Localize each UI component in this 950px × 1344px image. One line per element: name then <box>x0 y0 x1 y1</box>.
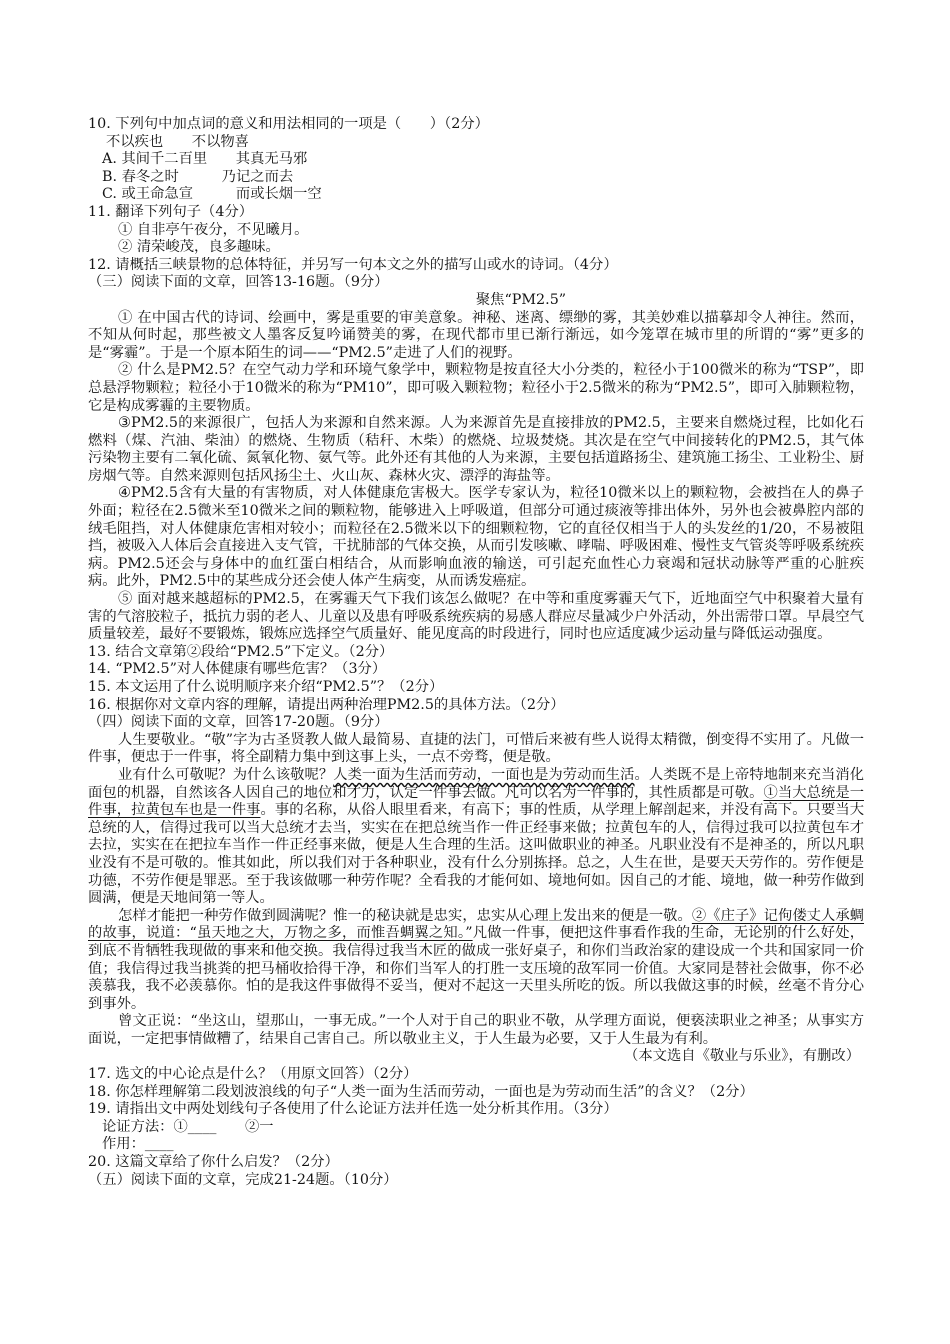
q14: 14. “PM2.5”对人体健康有哪些危害？（3分） <box>88 661 387 678</box>
q12: 12. 请概括三峡景物的总体特征，并另写一句本文之外的描写山或水的诗词。（4分） <box>88 256 618 273</box>
sec4-p3-part-b: 凡做一件事，便把这件事看作我的生命，无论别的什么好处，到底不肯牺牲我现做的事来和他交换。我信得过我当木匠的做成一张好桌子，和你们当政治家的建设成一个共和国家同一价值；我信得过我当挑粪的把马桶收拾得干净，和你们当军人的打胜一支压境的敌军同一价值。大家同是替社会做事，你不必羡慕我，我不必羡慕你。怕的是我这件事做得不妥当，便对不起这一天里头所吃的饭。所以我做这事的时候，丝毫不肯分心到事外。 <box>88 925 865 1012</box>
sec4-paragraph-3 <box>88 908 864 1014</box>
q15: 15. 本文运用了什么说明顺序来介绍“PM2.5”？（2分） <box>88 679 444 695</box>
q11-sentence-2: ② 清荣峻茂，良多趣味。 <box>118 239 280 256</box>
sec3-paragraph-5: ⑤ 面对越来越超标的PM2.5，在雾霾天气下我们该怎么做呢？在中等和重度雾霾天气下，近地面空气中积聚着大量有害的气溶胶粒子，抵抗力弱的老人、儿童以及患有呼吸系统疾病的易感人群应尽量减少户外活动，外出需带口罩。早晨空气质量较差，最好不要锻炼，锻炼应选择空气质量好、能见度高的时段进行，同时也应适度减少运动量与降低运动强度。 <box>88 591 864 643</box>
sec4-paragraph-4: 曾文正说：“坐这山，望那山，一事无成。”一个人对于自己的职业不敬，从学理方面说，便亵渎职业之神圣；从事实方面说，一定把事情做糟了，结果自己害自己。所以敬业主义，于人生最为必要，又于人生最为有利。 <box>88 1013 864 1047</box>
sec4-paragraph-2 <box>88 767 864 908</box>
sec4-p2-part-b: 。人类既不是上帝特地制来充当消化面包的机器，自然该各人因自己的地位和才力，认定一件事去做。凡可以名为一件事的，其性质都是可敬。 <box>88 766 865 801</box>
q10-option-c: C. 或王命急宣 而或长烟一空 <box>102 186 322 203</box>
q16: 16. 根据你对文章内容的理解，请提出两种治理PM2.5的具体方法。（2分） <box>88 696 565 713</box>
underlined-sentence-2: ②《庄子》记佝偻丈人承蜩的故事，说道：“虽天地之大，万物之多，而惟吾蜩翼之知。” <box>88 907 865 942</box>
sec4-source: （本文选自《敬业与乐业》，有删改） <box>624 1048 860 1065</box>
q10-line0: 不以疾也 不以物喜 <box>106 133 249 150</box>
q19-effect-blank: 作用：____ <box>102 1136 174 1153</box>
sec3-paragraph-4: ④PM2.5含有大量的有害物质，对人体健康危害极大。医学专家认为，粒径10微米以上的颗粒物，会被挡在人的鼻子外面；粒径在2.5微米至10微米之间的颗粒物，能够进入上呼吸道，但部分可通过痰液等排出体外，另外也会被鼻腔内部的绒毛阻挡，对人体健康危害相对较小；而粒径在2.5微米以下的细颗粒物，它的直径仅相当于人的头发丝的1/20，不易被阻挡，被吸入人体后会直接进入支气管，干扰肺部的气体交换，从而引发咳嗽、哮喘、呼吸困难、慢性支气管炎等呼吸系统疾病。PM2.5还会与身体中的血红蛋白相结合，从而影响血液的输送，可引起充血性心力衰竭和冠状动脉等严重的心脏疾病。此外，PM2.5中的某些成分还会使人体产生病变，从而诱发癌症。 <box>88 485 864 590</box>
q11-sentence-1: ① 自非亭午夜分，不见曦月。 <box>118 221 309 238</box>
sec3-title: 聚焦“PM2.5” <box>475 291 567 308</box>
q19: 19. 请指出文中两处划线句子各使用了什么论证方法并任选一处分析其作用。（3分） <box>88 1101 618 1118</box>
q18: 18. 你怎样理解第二段划波浪线的句子“人类一面为生活而劳动，一面也是为劳动而生活”的含义？（2分） <box>88 1083 754 1100</box>
wavy-underlined-sentence: 人类一面为生活而劳动，一面也是为劳动而生活 <box>333 766 635 783</box>
sec4-paragraph-1: 人生要敬业。“敬”字为古圣贤教人做人最简易、直捷的法门，可惜后来被有些人说得太精微，倒变得不实用了。凡做一件事，便忠于一件事，将全副精力集中到这事上头，一点不旁骛，便是敬。 <box>88 731 864 766</box>
sec3-paragraph-2: ② 什么是PM2.5？在空气动力学和环境气象学中，颗粒物是按直径大小分类的，粒径小于100微米的称为“TSP”，即总悬浮物颗粒；粒径小于10微米的称为“PM10”，即可吸入颗粒物；粒径小于2.5微米的称为“PM2.5”，即可入肺颗粒物，它是构成雾霾的主要物质。 <box>88 362 864 414</box>
q10-option-b: B. 春冬之时 乃记之而去 <box>102 168 294 185</box>
q10-stem: 10. 下列句中加点词的意义和用法相同的一项是（ ）（2分） <box>88 116 489 132</box>
sec3-heading: （三）阅读下面的文章，回答13-16题。（9分） <box>88 274 389 291</box>
sec3-paragraph-3: ③PM2.5的来源很广，包括人为来源和自然来源。人为来源首先是直接排放的PM2.5，主要来自燃烧过程，比如化石燃料（煤、汽油、柴油）的燃烧、生物质（秸秆、木柴）的燃烧、垃圾焚烧。其次是在空气中间接转化的PM2.5，其气体污染物主要有二氧化硫、氮氧化物、氨气等。此外还有其他的人为来源，主要包括道路扬尘、建筑施工扬尘、工业粉尘、厨房烟气等。自然来源则包括风扬尘土、火山灰、森林火灾、漂浮的海盐等。 <box>88 415 864 484</box>
q10-option-a: A. 其间千二百里 其真无马邪 <box>102 151 308 168</box>
sec4-p2-part-a: 业有什么可敬呢？为什么该敬呢？ <box>118 766 334 783</box>
sec4-p3-part-a: 怎样才能把一种劳作做到圆满呢？惟一的秘诀就是忠实，忠实从心理上发出来的便是一敬。 <box>118 907 692 924</box>
q13: 13. 结合文章第②段给“PM2.5”下定义。（2分） <box>88 643 394 660</box>
sec3-paragraph-1: ① 在中国古代的诗词、绘画中，雾是重要的审美意象。神秘、迷离、缥缈的雾，其美妙难以描摹却令人神往。然而，不知从何时起，那些被文人墨客反复吟诵赞美的雾，在现代都市里已渐行渐远，如今笼罩在城市里的所谓的“雾”更多的是“雾霾”。于是一个原本陌生的词——“PM2.5”走进了人们的视野。 <box>88 309 864 361</box>
q19-method-blank: 论证方法：①____ ②一 <box>102 1118 274 1135</box>
sec4-p2-part-c: 。事的名称，从俗人眼里看来，有高下；事的性质，从学理上解剖起来，并没有高下。只要当大总统的人，信得过我可以当大总统才去当，实实在在把总统当作一件正经事来做；拉黄包车的人，信得过我可以拉黄包车才去拉，实实在在把拉车当作一件正经事来做，便是人生合理的生活。这叫做职业的神圣。凡职业没有不是神圣的，所以凡职业没有不是可敬的。惟其如此，所以我们对于各种职业，没有什么分别拣择。总之，人生在世，是要天天劳作的。劳作便是功德，不劳作便是罪恶。至于我该做哪一种劳作呢？全看我的才能何如、境地何如。因自己的才能、境地，做一种劳作做到圆满，便是天地间第一等人。 <box>88 802 865 907</box>
underlined-sentence-1: ①当大总统是一件事，拉黄包车也是一件事 <box>88 784 864 819</box>
sec4-heading: （四）阅读下面的文章，回答17-20题。（9分） <box>88 714 389 731</box>
q20: 20. 这篇文章给了你什么启发？（2分） <box>88 1154 339 1171</box>
sec5-heading: （五）阅读下面的文章，完成21-24题。（10分） <box>88 1171 398 1188</box>
q11-stem: 11. 翻译下列句子（4分） <box>88 203 254 220</box>
q17: 17. 选文的中心论点是什么？（用原文回答）（2分） <box>88 1066 418 1083</box>
